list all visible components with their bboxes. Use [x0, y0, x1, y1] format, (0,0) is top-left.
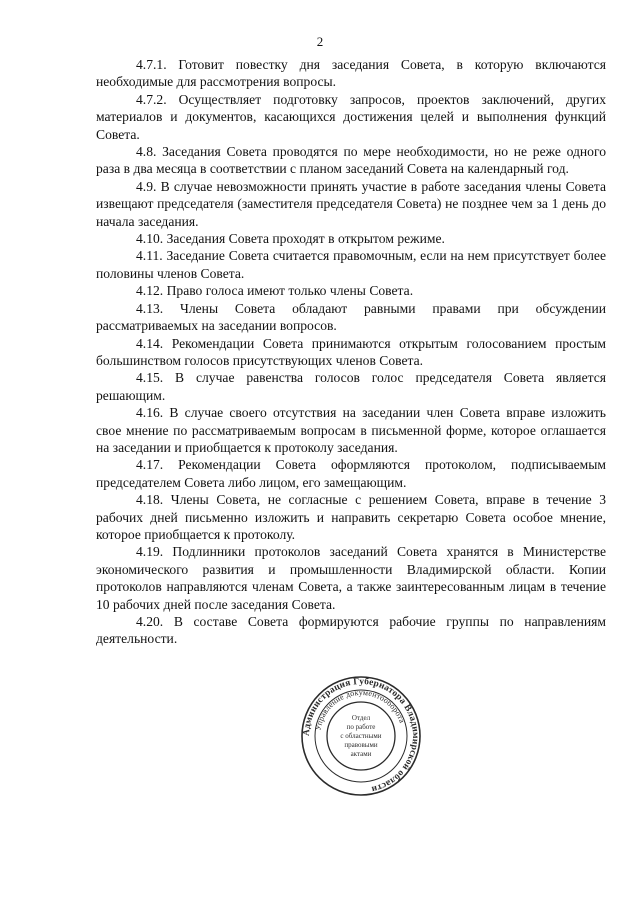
stamp-center-line: Отдел	[351, 714, 371, 722]
page-number: 2	[316, 34, 324, 49]
paragraph-4-20: 4.20. В составе Совета формируются рабочие группы по направлениям деятельности.	[96, 614, 606, 647]
stamp-center-line: правовыми	[344, 741, 378, 749]
document-body	[96, 56, 606, 648]
paragraph-4-16: 4.16. В случае своего отсутствия на заседании член Совета вправе изложить свое мнение по рассматриваемым вопросам в письменной форме, которое оглашается на заседании и приобщается к протоколу заседания.	[96, 405, 606, 455]
paragraph-4-7-1: 4.7.1. Готовит повестку дня заседания Совета, в которую включаются необходимые для рассмотрения вопросы.	[96, 57, 606, 90]
paragraph-4-8: 4.8. Заседания Совета проводятся по мере необходимости, но не реже одного раза в два месяца в соответствии с планом заседаний Совета на календарный год.	[96, 144, 606, 177]
paragraph-4-13: 4.13. Члены Совета обладают равными правами при обсуждении рассматриваемых на заседании вопросов.	[96, 300, 606, 334]
paragraph-4-11: 4.11. Заседание Совета считается правомочным, если на нем присутствует более половины членов Совета.	[96, 248, 606, 281]
paragraph-4-12: 4.12. Право голоса имеют только члены Совета.	[136, 283, 414, 299]
stamp-center	[340, 714, 381, 758]
paragraph-4-18: 4.18. Члены Совета, не согласные с решением Совета, вправе в течение 3 рабочих дней письменно изложить и направить секретарю Совета особое мнение, которое приобщается к протоколу.	[96, 492, 606, 542]
stamp-center-line: с областными	[340, 732, 382, 740]
paragraph-4-15: 4.15. В случае равенства голосов голос председателя Совета является решающим.	[96, 370, 606, 403]
paragraph-4-14: 4.14. Рекомендации Совета принимаются открытым голосованием простым большинством голосов присутствующих членов Совета.	[96, 335, 606, 368]
paragraph-4-19: 4.19. Подлинники протоколов заседаний Совета хранятся в Министерстве экономического развития и промышленности Владимирской области. Копии протоколов направляются членам Совета, а также заинтересованным лицам в течение 10 рабочих дней после заседания Совета.	[96, 544, 606, 612]
paragraph-4-7-2: 4.7.2. Осуществляет подготовку запросов, проектов заключений, других материалов и документов, касающихся достижения целей и выполнения функций Совета.	[96, 91, 606, 142]
stamp-center-line: актами	[350, 750, 372, 758]
paragraph-4-9: 4.9. В случае невозможности принять участие в работе заседания члены Совета извещают председателя (заместителя председателя Совета) не позднее чем за 1 день до начала заседания.	[96, 178, 606, 229]
official-stamp-seal	[300, 675, 422, 797]
stamp-center-line: по работе	[346, 723, 376, 731]
paragraph-4-10: 4.10. Заседания Совета проходят в открытом режиме.	[136, 231, 445, 247]
stamp-outer-text-path: Администрация Губернатора Владимирской области	[301, 676, 421, 794]
stamp-inner-text-path: Управление документооборота	[313, 687, 407, 732]
paragraph-4-17: 4.17. Рекомендации Совета оформляются протоколом, подписываемым председателем Совета либо лицом, его замещающим.	[96, 457, 606, 490]
